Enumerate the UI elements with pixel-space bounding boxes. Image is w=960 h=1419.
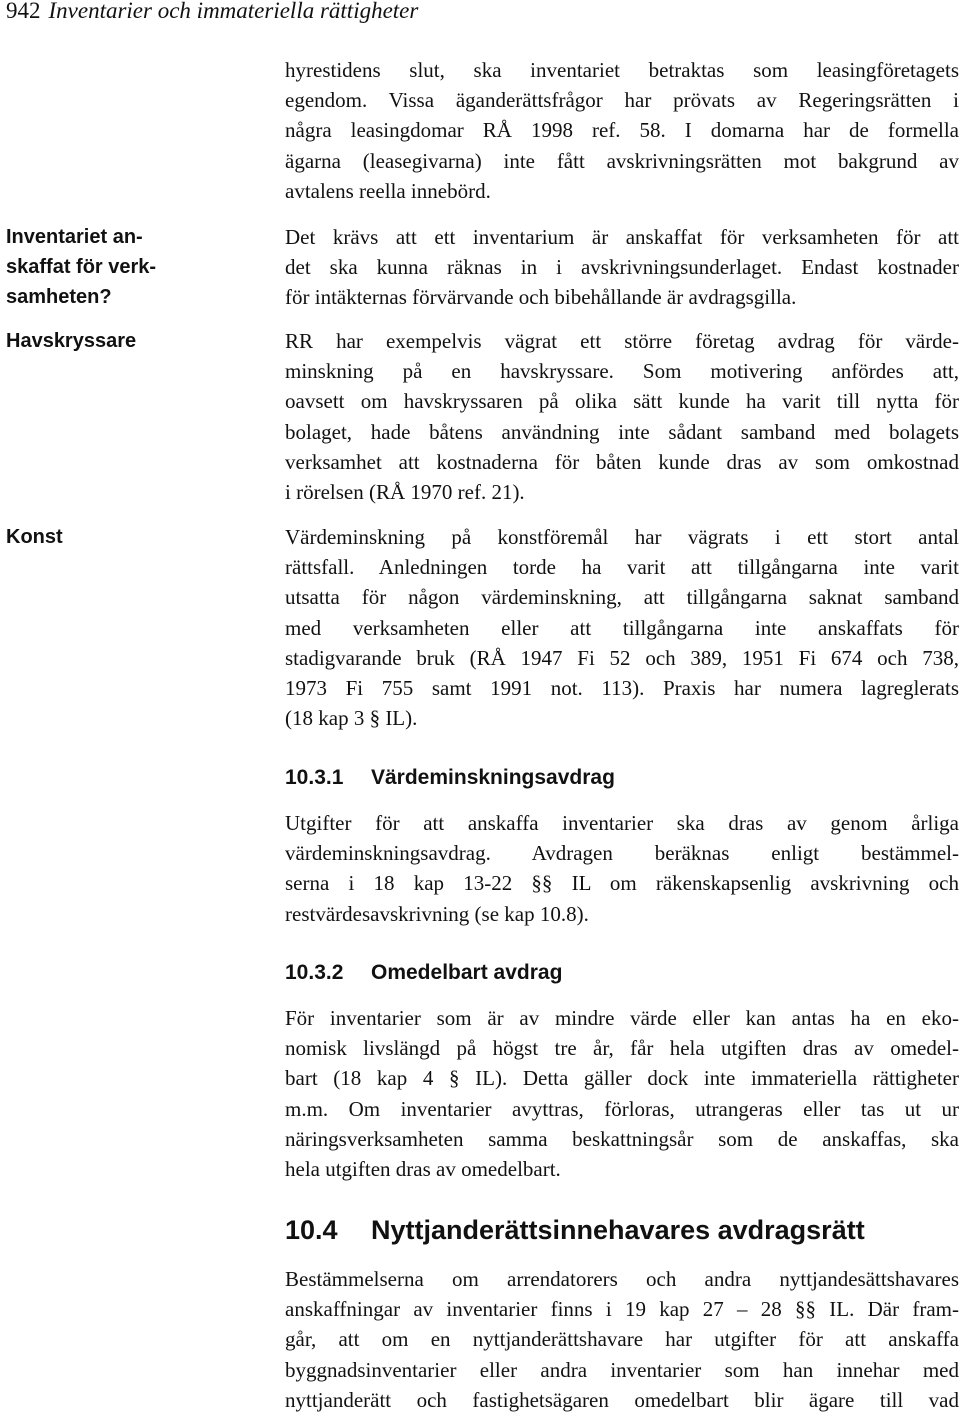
text-line: bolaget, hade båtens användning inte sådant samband med bolagets [285, 419, 959, 444]
text-line: För inventarier som är av mindre värde eller kan antas ha en eko- [285, 1006, 959, 1030]
text-line: (18 kap 3 § IL). [285, 706, 418, 731]
text-line: 1973 Fi 755 samt 1991 not. 113). Praxis har numera lagreglerats [285, 676, 959, 701]
text-line: stadigvarande bruk (RÅ 1947 Fi 52 och 389, 1951 Fi 674 och 738, [285, 645, 959, 670]
text-line: verksamhet att kostnaderna för båten kunde dras av som omkostnad [285, 449, 959, 474]
heading-title: Värdeminskningsavdrag [371, 766, 615, 789]
paragraph-omedelbart-avdrag [285, 1003, 959, 1184]
text-line: egendom. Vissa äganderättsfrågor har prövats av Regeringsrätten i [285, 88, 959, 113]
margin-note-konst [6, 522, 186, 552]
text-line: byggnadsinventarier eller andra inventarier som han innehar med [285, 1357, 959, 1382]
text-line: hyrestidens slut, ska inventariet betraktas som leasingföretagets [285, 58, 959, 82]
heading-10-4 [285, 1213, 865, 1247]
text-line: m.m. Om inventarier avyttras, förloras, utrangeras eller tas ut ur [285, 1096, 959, 1121]
heading-title: Nyttjanderättsinnehavares avdragsrätt [371, 1215, 865, 1245]
heading-10-3-1 [285, 763, 615, 793]
text-line: utsatta för någon värdeminskning, att tillgångarna saknat samband [285, 585, 959, 610]
text-line: RR har exempelvis vägrat ett större företag avdrag för värde- [285, 329, 959, 353]
text-line: anskaffningar av inventarier finns i 19 kap 27 – 28 §§ IL. Där fram- [285, 1297, 959, 1322]
text-line: i rörelsen (RÅ 1970 ref. 21). [285, 480, 525, 505]
text-line: Utgifter för att anskaffa inventarier ska dras av genom årliga [285, 811, 959, 835]
paragraph-leasing [285, 55, 959, 206]
text-line: Det krävs att ett inventarium är anskaffat för verksamheten för att [285, 225, 959, 249]
text-line: nyttjanderätt och fastighetsägaren omedelbart blir ägare till vad [285, 1387, 959, 1412]
margin-note-line: Inventariet an- [6, 226, 143, 248]
text-line: Värdeminskning på konstföremål har vägrats i ett stort antal [285, 525, 959, 549]
paragraph-havskryssare [285, 326, 959, 507]
paragraph-nyttjanderatt [285, 1264, 959, 1415]
margin-note-line: Havskryssare [6, 330, 137, 352]
page-number: 942 [6, 0, 41, 23]
margin-note-line: samheten? [6, 286, 112, 308]
text-line: hela utgiften dras av omedelbart. [285, 1157, 561, 1182]
heading-number: 10.3.1 [285, 766, 344, 789]
paragraph-konst [285, 522, 959, 733]
text-line: för intäkternas förvärvande och bibehållande är avdragsgilla. [285, 285, 797, 310]
margin-note-inventariet [6, 222, 186, 312]
paragraph-vardeminskningsavdrag [285, 808, 959, 929]
margin-note-havskryssare [6, 326, 186, 356]
running-title: Inventarier och immateriella rättigheter [48, 0, 419, 23]
heading-number: 10.3.2 [285, 961, 344, 984]
margin-note-line: Konst [6, 526, 63, 548]
text-line: Bestämmelserna om arrendatorers och andra nyttjandesättshavares [285, 1267, 959, 1291]
heading-number: 10.4 [285, 1215, 338, 1245]
text-line: med verksamheten eller att tillgångarna inte anskaffats för [285, 615, 959, 640]
running-header [6, 0, 418, 26]
text-line: restvärdesavskrivning (se kap 10.8). [285, 901, 589, 926]
text-line: bart (18 kap 4 § IL). Detta gäller dock inte immateriella rättigheter [285, 1066, 959, 1091]
text-line: rättsfall. Anledningen torde ha varit att tillgångarna inte varit [285, 555, 959, 580]
text-line: går, att om en nyttjanderättshavare har utgifter för att anskaffa [285, 1327, 959, 1352]
text-line: minskning på en havskryssare. Som motivering anfördes att, [285, 359, 959, 384]
text-line: oavsett om havskryssaren på olika sätt kunde ha varit till nytta för [285, 389, 959, 414]
text-line: näringsverksamheten samma beskattningsår som de anskaffas, ska [285, 1126, 959, 1151]
text-line: serna i 18 kap 13-22 §§ IL om räkenskapsenlig avskrivning och [285, 871, 959, 896]
text-line: några leasingdomar RÅ 1998 ref. 58. I domarna har de formella [285, 118, 959, 143]
text-line: avtalens reella innebörd. [285, 178, 491, 203]
text-line: värdeminskningsavdrag. Avdragen beräknas enligt bestämmel- [285, 841, 959, 866]
heading-title: Omedelbart avdrag [371, 961, 563, 984]
margin-note-line: skaffat för verk- [6, 256, 157, 278]
text-line: det ska kunna räknas in i avskrivningsunderlaget. Endast kostnader [285, 255, 959, 280]
paragraph-anskaffat [285, 222, 959, 313]
text-line: ägarna (leasegivarna) inte fått avskrivningsrätten mot bakgrund av [285, 148, 959, 173]
heading-10-3-2 [285, 958, 562, 988]
text-line: nomisk livslängd på högst tre år, får hela utgiften dras av omedel- [285, 1036, 959, 1061]
